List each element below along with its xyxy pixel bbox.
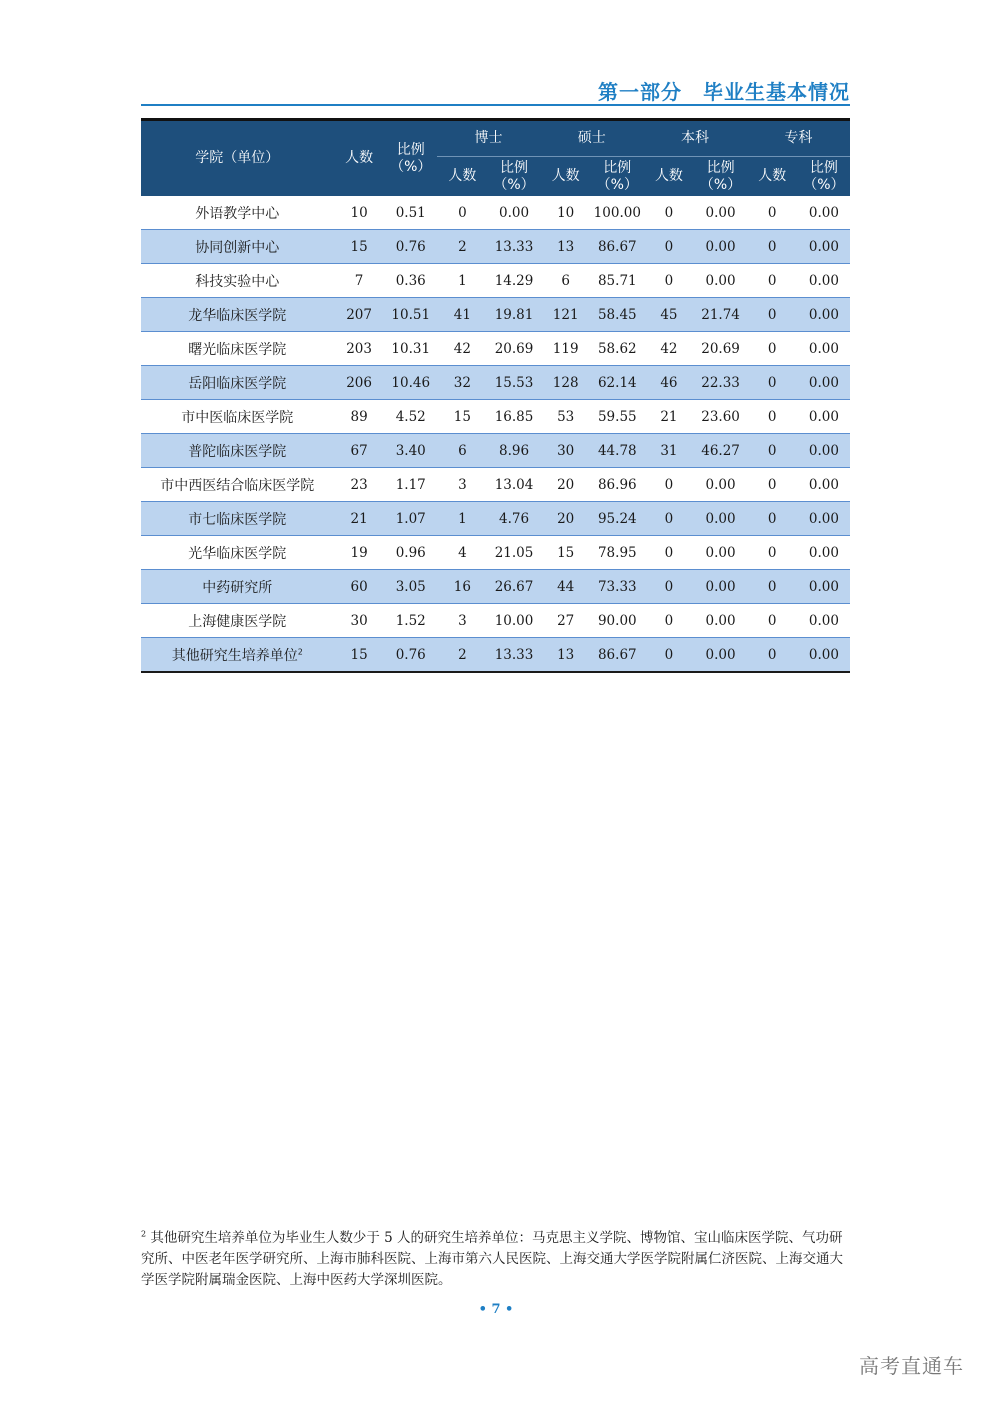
value-cell: 0 [747,196,798,230]
value-cell: 1 [437,502,488,536]
unit-name-cell: 市中医临床医学院 [141,400,334,434]
header-sub-count: 人数 [747,157,798,197]
value-cell: 0 [643,638,694,673]
value-cell: 20 [540,502,591,536]
value-cell: 4.52 [385,400,437,434]
value-cell: 15.53 [488,366,540,400]
value-cell: 22.33 [695,366,747,400]
table-body [141,196,850,672]
value-cell: 0.00 [798,570,850,604]
unit-name-cell: 市七临床医学院 [141,502,334,536]
footnote [141,1228,853,1291]
value-cell: 30 [334,604,385,638]
value-cell: 203 [334,332,385,366]
value-cell: 128 [540,366,591,400]
value-cell: 0.00 [798,468,850,502]
value-cell: 1.17 [385,468,437,502]
value-cell: 62.14 [591,366,643,400]
value-cell: 206 [334,366,385,400]
value-cell: 21.74 [695,298,747,332]
header-group-phd: 博士 [437,120,540,157]
header-group-junior-college: 专科 [747,120,850,157]
value-cell: 16.85 [488,400,540,434]
value-cell: 20 [540,468,591,502]
value-cell: 0.00 [798,366,850,400]
value-cell: 0.00 [695,196,747,230]
value-cell: 10 [540,196,591,230]
value-cell: 13.33 [488,638,540,673]
value-cell: 3 [437,604,488,638]
value-cell: 85.71 [591,264,643,298]
value-cell: 21 [334,502,385,536]
unit-name-cell: 中药研究所 [141,570,334,604]
value-cell: 0.00 [798,434,850,468]
value-cell: 0.00 [798,502,850,536]
value-cell: 207 [334,298,385,332]
value-cell: 4 [437,536,488,570]
value-cell: 0 [643,536,694,570]
value-cell: 27 [540,604,591,638]
value-cell: 10.46 [385,366,437,400]
value-cell: 86.67 [591,230,643,264]
value-cell: 0 [747,604,798,638]
value-cell: 2 [437,230,488,264]
value-cell: 20.69 [488,332,540,366]
value-cell: 10.31 [385,332,437,366]
value-cell: 0.00 [798,400,850,434]
value-cell: 46.27 [695,434,747,468]
graduates-by-unit-table [141,118,850,673]
value-cell: 23 [334,468,385,502]
value-cell: 15 [540,536,591,570]
header-sub-count: 人数 [437,157,488,197]
unit-name-cell: 曙光临床医学院 [141,332,334,366]
value-cell: 8.96 [488,434,540,468]
value-cell: 67 [334,434,385,468]
unit-name-cell: 上海健康医学院 [141,604,334,638]
value-cell: 26.67 [488,570,540,604]
table-row [141,196,850,230]
value-cell: 19.81 [488,298,540,332]
value-cell: 0.00 [695,604,747,638]
watermark: 高考直通车 [859,1354,964,1378]
table-row [141,400,850,434]
value-cell: 73.33 [591,570,643,604]
value-cell: 0 [747,400,798,434]
value-cell: 0 [747,570,798,604]
value-cell: 2 [437,638,488,673]
value-cell: 15 [334,230,385,264]
unit-name-cell: 协同创新中心 [141,230,334,264]
value-cell: 0.00 [798,536,850,570]
value-cell: 53 [540,400,591,434]
unit-name-cell: 普陀临床医学院 [141,434,334,468]
value-cell: 3 [437,468,488,502]
value-cell: 78.95 [591,536,643,570]
value-cell: 1.52 [385,604,437,638]
header-unit: 学院（单位） [141,120,334,197]
header-sub-count: 人数 [540,157,591,197]
value-cell: 0.51 [385,196,437,230]
footnote-ref: 2 [297,646,303,656]
footnote-mark: 2 [141,1229,147,1239]
value-cell: 0.00 [695,536,747,570]
value-cell: 95.24 [591,502,643,536]
value-cell: 3.05 [385,570,437,604]
value-cell: 58.62 [591,332,643,366]
table-row [141,536,850,570]
table-row [141,298,850,332]
header-group-bachelor: 本科 [643,120,746,157]
table-row [141,468,850,502]
value-cell: 7 [334,264,385,298]
value-cell: 0 [643,196,694,230]
value-cell: 15 [437,400,488,434]
value-cell: 0.00 [695,264,747,298]
value-cell: 1 [437,264,488,298]
value-cell: 15 [334,638,385,673]
value-cell: 86.67 [591,638,643,673]
value-cell: 0.00 [488,196,540,230]
value-cell: 42 [643,332,694,366]
value-cell: 32 [437,366,488,400]
value-cell: 0.00 [695,638,747,673]
value-cell: 31 [643,434,694,468]
header-count: 人数 [334,120,385,197]
value-cell: 0 [747,366,798,400]
table-row [141,434,850,468]
value-cell: 0.00 [798,638,850,673]
value-cell: 0 [747,502,798,536]
value-cell: 0.00 [695,230,747,264]
value-cell: 0 [437,196,488,230]
value-cell: 13.33 [488,230,540,264]
value-cell: 0 [747,638,798,673]
value-cell: 0.00 [695,570,747,604]
unit-name-cell: 其他研究生培养单位$^2$ [141,638,334,673]
table-row [141,264,850,298]
value-cell: 0.36 [385,264,437,298]
value-cell: 0.00 [695,468,747,502]
header-sub-ratio: 比例（%） [591,157,643,197]
value-cell: 0 [643,468,694,502]
table-row [141,638,850,673]
header-sub-ratio: 比例（%） [488,157,540,197]
value-cell: 20.69 [695,332,747,366]
value-cell: 0.76 [385,230,437,264]
table-row [141,604,850,638]
table-row [141,230,850,264]
value-cell: 0.00 [798,230,850,264]
value-cell: 19 [334,536,385,570]
unit-name-cell: 龙华临床医学院 [141,298,334,332]
value-cell: 58.45 [591,298,643,332]
value-cell: 89 [334,400,385,434]
value-cell: 0 [747,230,798,264]
unit-name-cell: 岳阳临床医学院 [141,366,334,400]
value-cell: 90.00 [591,604,643,638]
value-cell: 0.00 [798,332,850,366]
value-cell: 13 [540,638,591,673]
value-cell: 30 [540,434,591,468]
value-cell: 44 [540,570,591,604]
value-cell: 0.00 [695,502,747,536]
unit-name-cell: 外语教学中心 [141,196,334,230]
value-cell: 46 [643,366,694,400]
footnote-text: 其他研究生培养单位为毕业生人数少于 5 人的研究生培养单位：马克思主义学院、博物馆、宝山临床医学院、气功研究所、中医老年医学研究所、上海市肺科医院、上海市第六人民医院、上海交通大学医学院附属仁济医院、上海交通大学医学院附属瑞金医院、上海中医药大学深圳医院。 [141,1230,843,1288]
value-cell: 0 [747,434,798,468]
value-cell: 100.00 [591,196,643,230]
table-row [141,570,850,604]
value-cell: 119 [540,332,591,366]
value-cell: 10.51 [385,298,437,332]
value-cell: 41 [437,298,488,332]
table-row [141,502,850,536]
unit-name-cell: 科技实验中心 [141,264,334,298]
value-cell: 0.00 [798,196,850,230]
value-cell: 0.96 [385,536,437,570]
value-cell: 0 [643,230,694,264]
header-sub-count: 人数 [643,157,694,197]
value-cell: 0 [747,536,798,570]
value-cell: 16 [437,570,488,604]
value-cell: 13.04 [488,468,540,502]
value-cell: 0.00 [798,298,850,332]
value-cell: 45 [643,298,694,332]
value-cell: 0 [747,468,798,502]
value-cell: 14.29 [488,264,540,298]
value-cell: 0 [643,570,694,604]
value-cell: 0 [747,332,798,366]
table-row [141,366,850,400]
title-rule [141,104,850,106]
value-cell: 21 [643,400,694,434]
value-cell: 4.76 [488,502,540,536]
header-group-master: 硕士 [540,120,643,157]
value-cell: 3.40 [385,434,437,468]
value-cell: 1.07 [385,502,437,536]
value-cell: 0.00 [798,264,850,298]
value-cell: 10.00 [488,604,540,638]
value-cell: 10 [334,196,385,230]
value-cell: 21.05 [488,536,540,570]
value-cell: 23.60 [695,400,747,434]
value-cell: 60 [334,570,385,604]
value-cell: 0 [643,502,694,536]
header-sub-ratio: 比例（%） [695,157,747,197]
value-cell: 59.55 [591,400,643,434]
value-cell: 0 [747,264,798,298]
value-cell: 13 [540,230,591,264]
section-title: 第一部分 毕业生基本情况 [598,80,850,104]
page-number: • 7 • [478,1302,514,1317]
header-ratio: 比例（%） [385,120,437,197]
value-cell: 86.96 [591,468,643,502]
value-cell: 0 [643,604,694,638]
value-cell: 42 [437,332,488,366]
value-cell: 44.78 [591,434,643,468]
unit-name-cell: 市中西医结合临床医学院 [141,468,334,502]
value-cell: 0 [643,264,694,298]
value-cell: 0 [747,298,798,332]
value-cell: 0.76 [385,638,437,673]
unit-name-cell: 光华临床医学院 [141,536,334,570]
value-cell: 121 [540,298,591,332]
value-cell: 0.00 [798,604,850,638]
header-sub-ratio: 比例（%） [798,157,850,197]
table-row [141,332,850,366]
value-cell: 6 [437,434,488,468]
value-cell: 6 [540,264,591,298]
